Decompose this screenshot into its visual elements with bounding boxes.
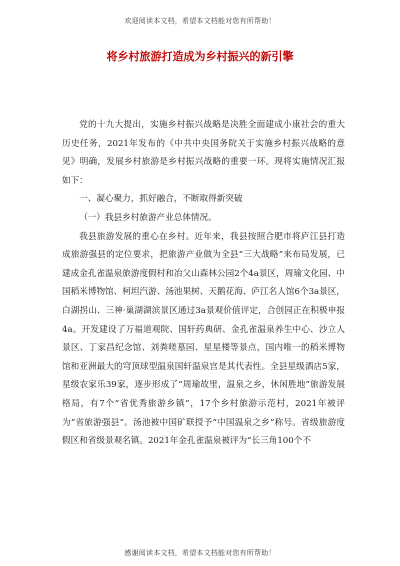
document-body: [62, 116, 345, 451]
heading-section-1: 一、凝心聚力，抓好融合，不断取得新突破: [79, 194, 243, 205]
document-title: 将乡村旅游打造成为乡村振兴的新引擎: [106, 50, 294, 63]
paragraph-tourism-overview: 我县旅游发展的重心在乡村。近年来，我县按照合肥市将庐江县打造成旅游强县的定位要求，把旅游产业做为全县“三大战略”来布局发展，已建成金孔雀温泉旅游度假村和冶父山森林公园2个4a景区，周瑜文化园、中国稻米博物馆、柯坦汽游、汤池果树、天鹅花海、庐江名人馆6个3a景区，白湖拐山、三神·巢湖湖滨景区通过3a景观价值评定，合创园正在积极申报4a。开发建设了万福道观院、国轩药典研、金孔雀温泉养生中心、沙立人景区、丁家昌纪念馆、刘粪嗟墓园、星星楼等景点，国内唯一的稻米博物馆和亚洲最大的穹顶球型温泉国轩温泉宫是其代表性。全县星级酒店5家，星级农家乐39家，逐步形成了“周瑜故里，温泉之乡，休闲胜地”旅游发展格局，有7个“省优秀旅游乡镇”，17个乡村旅游示范村，2021年被评为“省旅游强县”。汤池被中国矿联授予“中国温泉之乡”称号。省级旅游度假区和省级景观名镇。2021年金孔雀温泉被评为“长三角100个不: [62, 231, 345, 447]
paragraph-intro: 党的十九大提出，实施乡村振兴战略是决胜全面建成小康社会的重大历史任务，2021年发布的《中共中央国务院关于实施乡村振兴战略的意见》明确，发展乡村旅游是乡村振兴战略的重要一环。现将实施情况汇报如下：: [62, 120, 345, 186]
footer-note: 感谢阅读本文档，希望本文档能对您有所帮助！: [124, 549, 276, 557]
header-note: 欢迎阅读本文档，希望本文档能对您有所帮助！: [124, 17, 276, 25]
heading-subsection-1: （一）我县乡村旅游产业总体情况。: [79, 212, 217, 223]
